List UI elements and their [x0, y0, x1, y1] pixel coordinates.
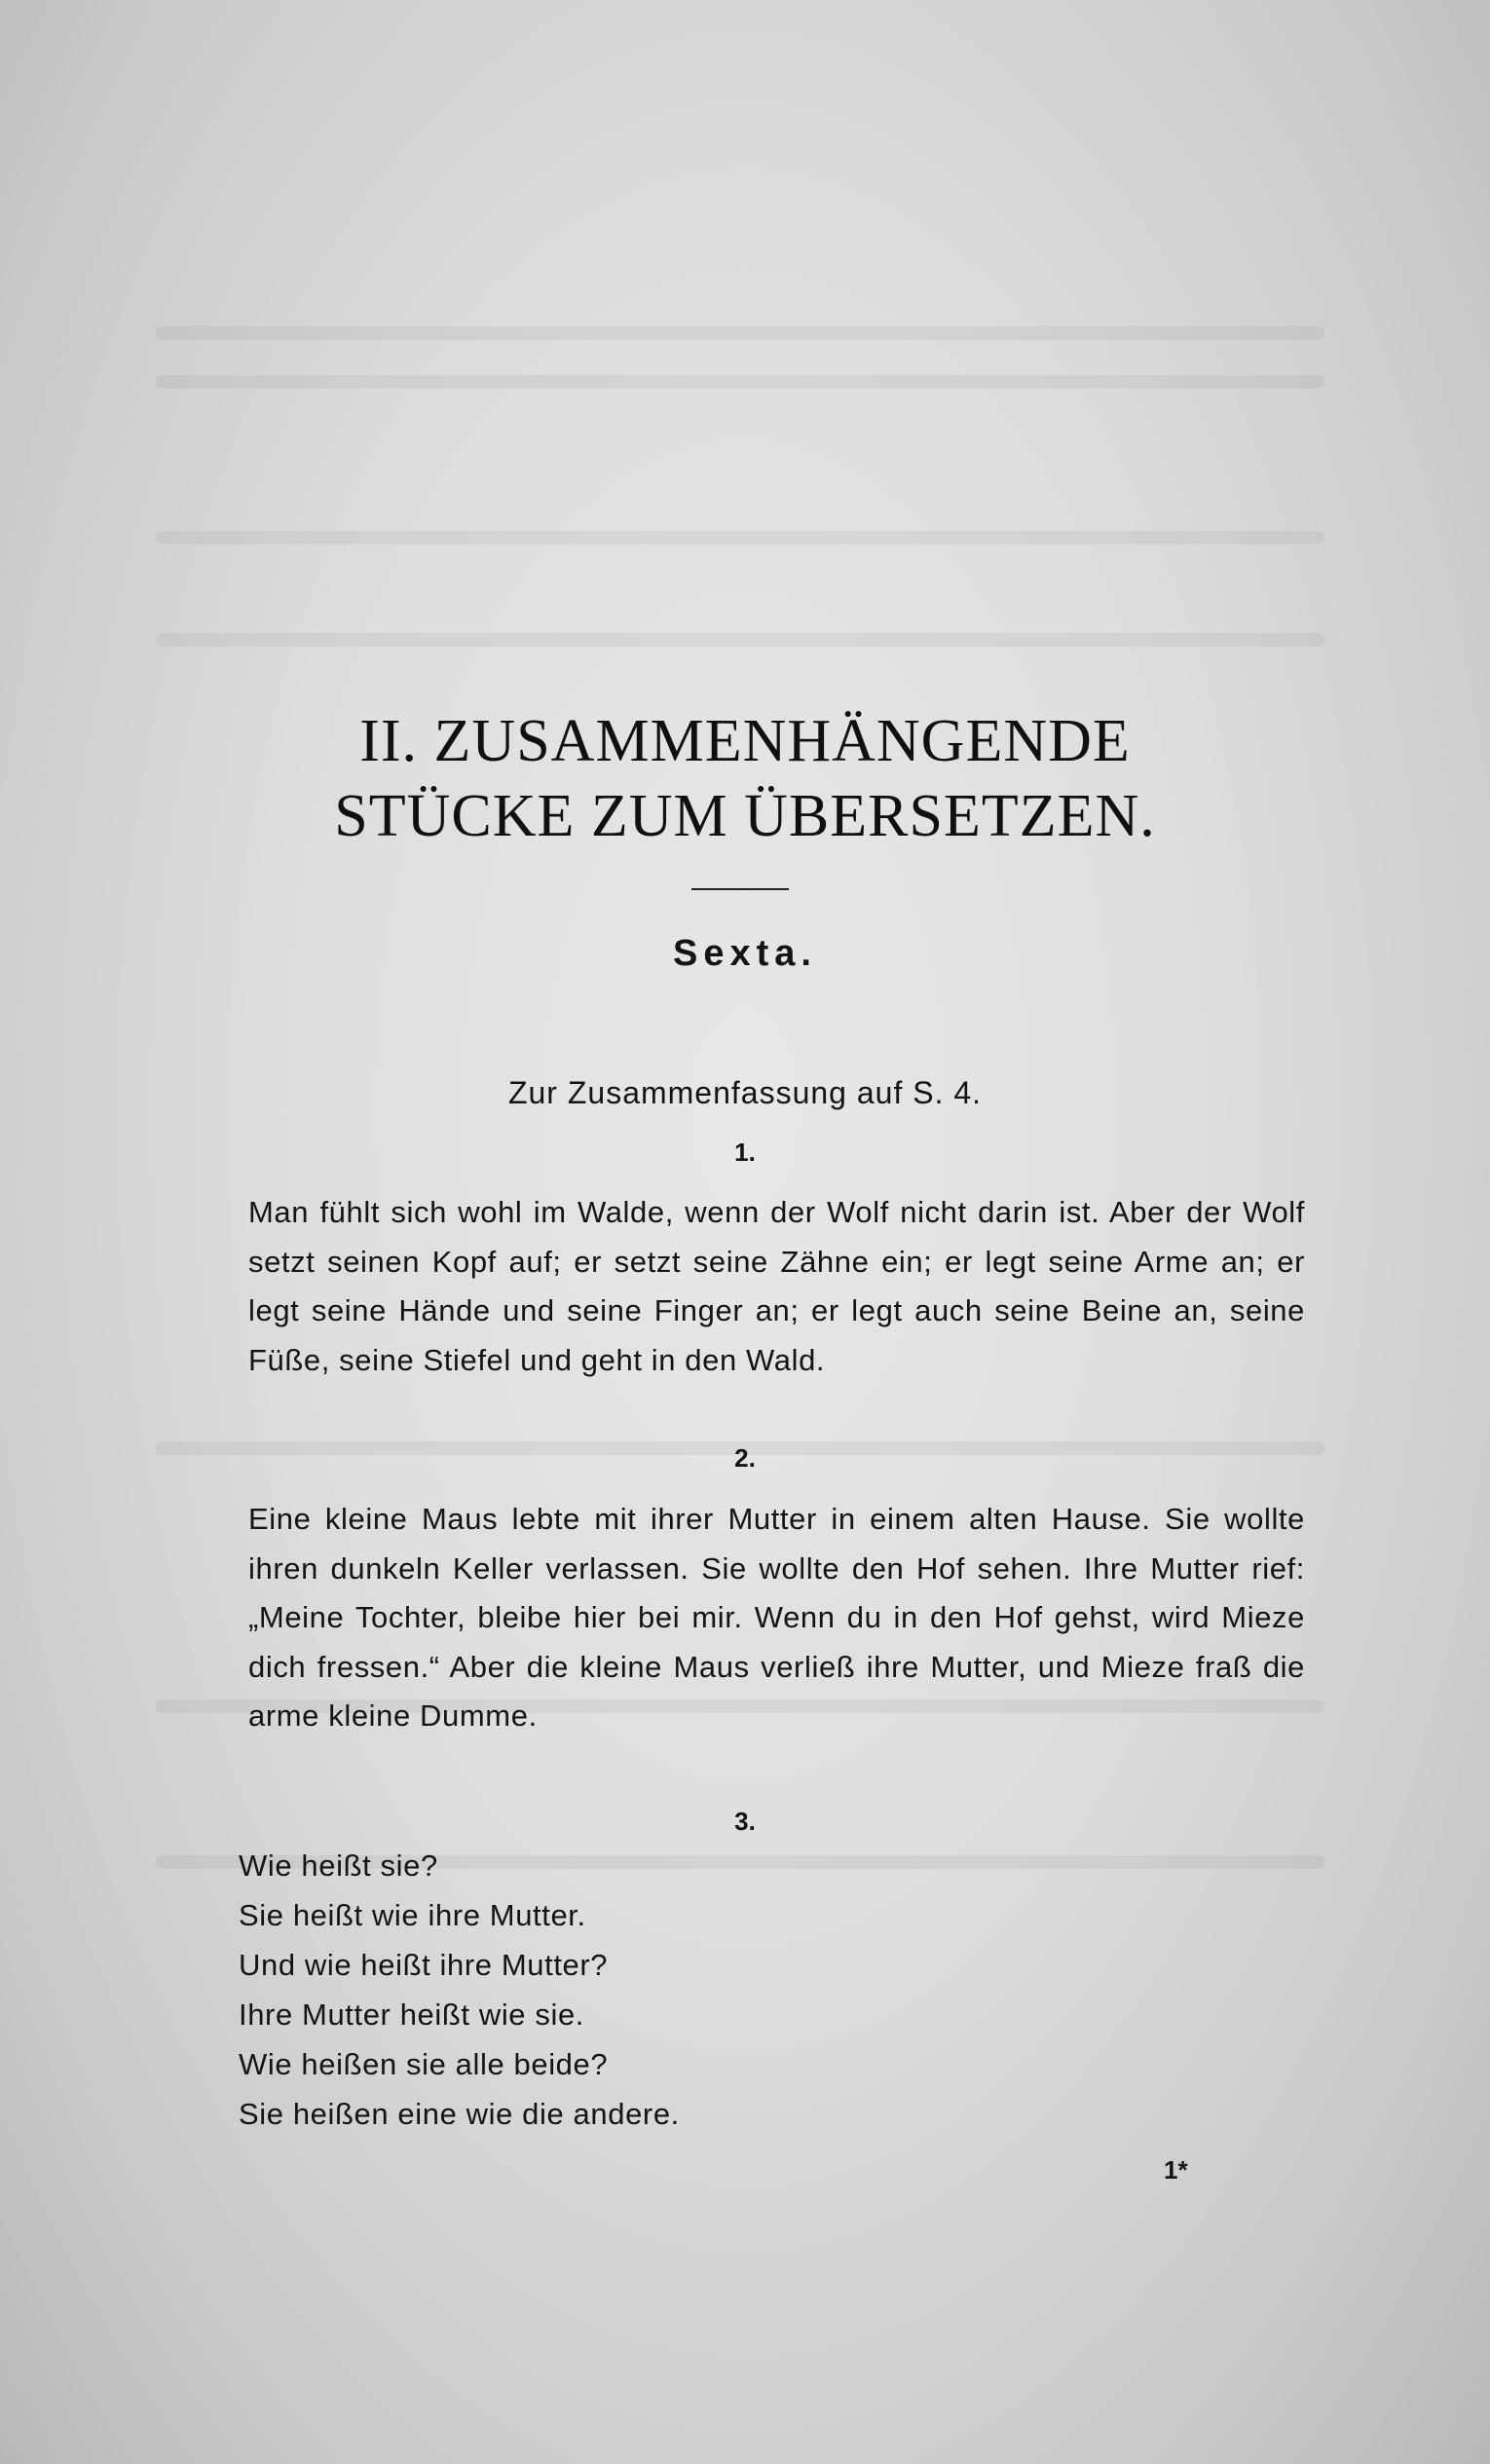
- heading-divider: [691, 888, 789, 890]
- bleed-through-line: [156, 531, 1324, 544]
- piece-number: 1.: [734, 1138, 756, 1167]
- section-title: Sexta.: [673, 933, 817, 974]
- poem: [239, 1841, 680, 2139]
- bleed-through-line: [156, 633, 1324, 647]
- chapter-heading-line-2: STÜCKE ZUM ÜBERSETZEN.: [334, 783, 1156, 849]
- poem-line: Sie heißen eine wie die andere.: [239, 2097, 680, 2131]
- piece-paragraph: Eine kleine Maus lebte mit ihrer Mutter in einem alten Hause. Sie wollte ihren dunkeln Keller verlassen. Sie wollte den Hof sehen. Ihre Mutter rief: „Meine Tochter, bleibe hier bei mir. Wenn du in den Hof gehst, wird Mieze dich fressen.“ Aber die kleine Maus verließ ihre Mutter, und Mieze fraß die arme kleine Dumme.: [248, 1502, 1305, 1733]
- chapter-heading-line-1: II. ZUSAMMENHÄNGENDE: [359, 708, 1131, 774]
- bleed-through-line: [156, 375, 1324, 389]
- piece-paragraph: Man fühlt sich wohl im Walde, wenn der Wolf nicht darin ist. Aber der Wolf setzt seinen Kopf auf; er setzt seine Zähne ein; er legt seine Arme an; er legt seine Hände und seine Finger an; er legt auch seine Beine an, seine Füße, seine Stiefel und geht in den Wald.: [248, 1195, 1305, 1377]
- poem-line: Und wie heißt ihre Mutter?: [239, 1948, 609, 1982]
- piece-number: 2.: [734, 1443, 756, 1473]
- poem-line: Ihre Mutter heißt wie sie.: [239, 1997, 584, 2032]
- bleed-through-line: [156, 326, 1324, 340]
- subsection-title: Zur Zusammenfassung auf S. 4.: [507, 1075, 983, 1110]
- poem-line: Wie heißt sie?: [239, 1848, 438, 1883]
- poem-line: Sie heißt wie ihre Mutter.: [239, 1898, 586, 1932]
- poem-line: Wie heißen sie alle beide?: [239, 2047, 609, 2081]
- piece-text: [146, 1188, 1305, 1385]
- piece-number: 3.: [734, 1807, 756, 1836]
- page-signature: 1*: [1164, 2155, 1188, 2184]
- piece-text: [146, 1495, 1305, 1741]
